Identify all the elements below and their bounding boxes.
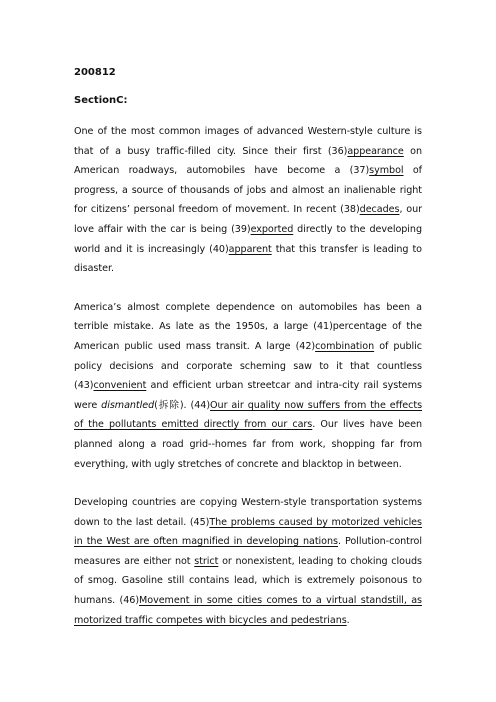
paragraph-text: of public policy decisions and corporate scheming saw to it that countless (43) <box>74 340 422 392</box>
paragraph-text: . Pollution-control measures are either not <box>74 536 422 567</box>
underlined-answer: Movement in some cities comes to a virtual standstill, as motorized traffic competes with bicycles and pedestrians <box>74 595 422 626</box>
document-date: 200812 <box>74 67 116 78</box>
paragraph-text: America’s almost complete dependence on automobiles has been a terrible mistake. As late as the 1950s, a large (41)percentage of the American public used mass transit. A large (42) <box>74 301 422 352</box>
paragraph-text: or nonexistent, leading to choking clouds of smog. Gasoline still contains lead, which is extremely poisonous to humans. (46) <box>74 555 422 607</box>
section-heading: SectionC: <box>74 95 128 106</box>
paragraph-text: that this transfer is leading to disaster. <box>74 243 422 275</box>
document-page <box>74 66 422 649</box>
paragraph-text: (拆除). (44) <box>154 399 211 411</box>
underlined-answer: strict <box>194 555 219 567</box>
underlined-answer: combination <box>315 340 375 352</box>
paragraph-1 <box>74 122 422 279</box>
underlined-answer: symbol <box>369 165 404 177</box>
underlined-answer: exported <box>250 223 294 235</box>
underlined-answer: apparent <box>228 243 272 255</box>
paragraph-text: . <box>346 614 350 626</box>
paragraph-text: One of the most common images of advanced Western-style culture is that of a busy traffic-filled city. Since their first (36) <box>74 126 422 157</box>
underlined-answer: decades <box>359 204 400 216</box>
underlined-answer: The problems caused by motorized vehicles in the West are often magnified in developing nations <box>74 516 422 548</box>
paragraph-text: , our love affair with the car is being (39) <box>74 204 423 235</box>
paragraph-text: and efficient urban streetcar and intra-city rail systems were <box>74 380 422 411</box>
paragraph-text: . Our lives have been planned along a road grid--homes far from work, shopping far from everything, with ugly stretches of concrete and blacktop in between. <box>74 419 423 470</box>
paragraph-text: directly to the developing world and it is increasingly (40) <box>74 223 422 255</box>
paragraph-text: of progress, a source of thousands of jobs and almost an inalienable right for citizens’ personal freedom of movement. In recent (38) <box>74 165 422 216</box>
underlined-answer: Our air quality now suffers from the effects of the pollutants emitted directly from our cars <box>74 399 423 431</box>
underlined-answer: appearance <box>347 145 404 157</box>
underlined-answer: convenient <box>93 380 147 392</box>
italic-term: dismantled <box>101 399 155 411</box>
paragraph-3 <box>74 493 422 630</box>
paragraph-2 <box>74 298 422 474</box>
paragraph-text: Developing countries are copying Western-style transportation systems down to the last detail. (45) <box>74 497 422 528</box>
paragraph-text: on American roadways, automobiles have become a (37) <box>74 145 422 177</box>
